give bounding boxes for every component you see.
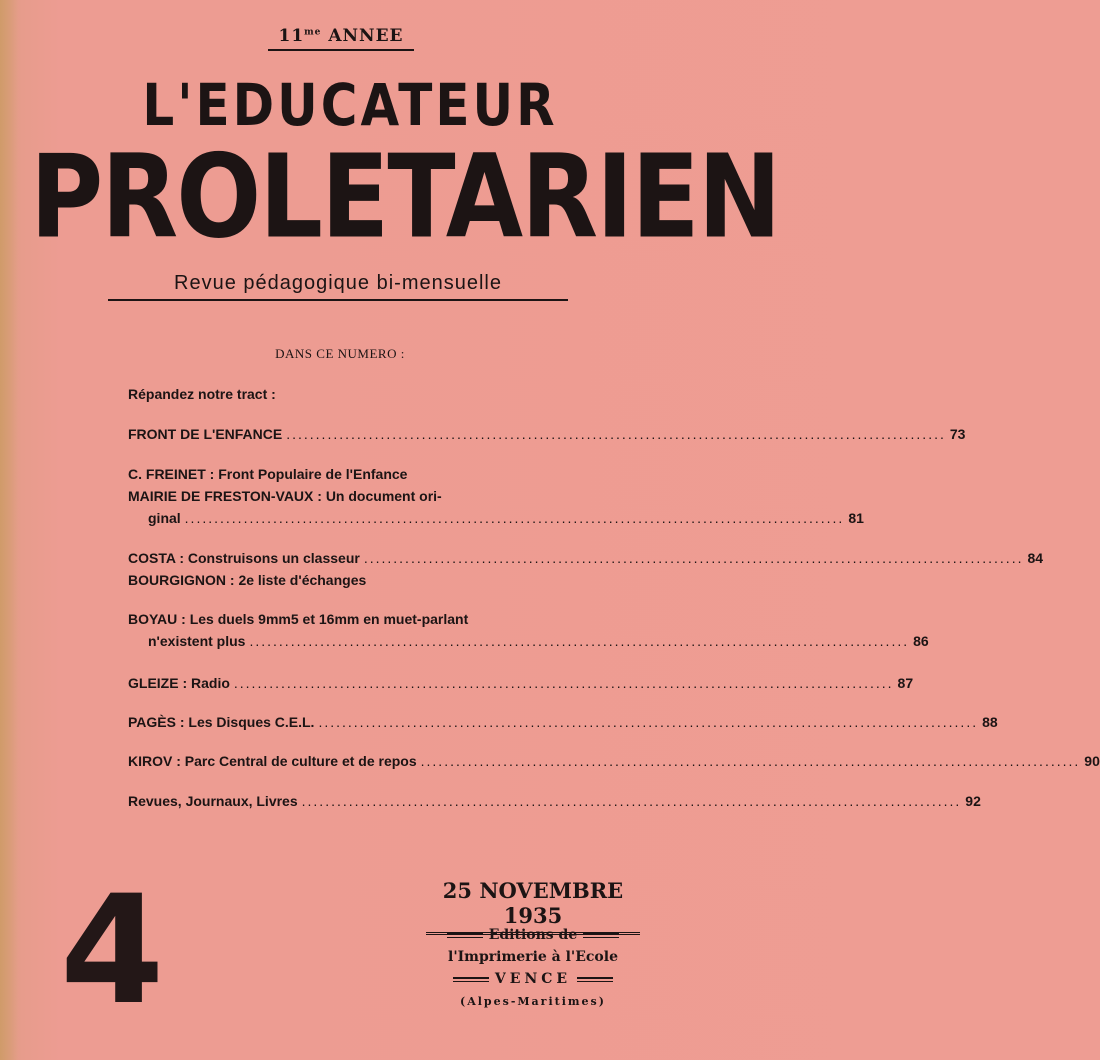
toc-entry-text: Revues, Journaux, Livres (128, 793, 298, 809)
leader-dots (364, 547, 1024, 569)
leader-dots (318, 711, 978, 733)
paper-edge (0, 0, 18, 1060)
title-line-2: PROLETARIEN (30, 129, 780, 264)
toc-page: 81 (848, 510, 864, 526)
toc-page: 87 (897, 675, 914, 691)
toc-entry (128, 672, 914, 694)
subtitle: Revue pédagogique bi-mensuelle (108, 272, 568, 301)
title-line-1: L'EDUCATEUR (142, 72, 558, 139)
rule-left (447, 933, 483, 938)
toc-entry-text: ginal (148, 510, 181, 526)
toc-entry-text: n'existent plus (148, 633, 246, 649)
leader-dots (234, 672, 894, 694)
toc-entry (128, 790, 981, 812)
toc-entry-text: MAIRIE DE FRESTON-VAUX : Un document ori- (128, 488, 442, 504)
toc-entry-text: FRONT DE L'ENFANCE (128, 426, 283, 442)
issue-number: 4 (60, 864, 165, 1038)
publisher-block (426, 924, 640, 1013)
leader-dots (249, 630, 909, 652)
contents-heading: DANS CE NUMERO : (275, 346, 405, 361)
toc-entry (128, 711, 998, 733)
publisher-line: Editions de (488, 927, 578, 943)
publisher-line: l'Imprimerie à l'Ecole (448, 949, 618, 965)
leader-dots (421, 750, 1081, 772)
toc-intro (128, 383, 548, 405)
year-number: 11 (278, 26, 305, 46)
toc-entry-text: BOYAU : Les duels 9mm5 et 16mm en muet-parlant (128, 611, 469, 627)
toc-page: 86 (913, 633, 929, 649)
toc-entry-text: PAGÈS : Les Disques C.E.L. (128, 714, 315, 730)
toc-entry-text: KIROV : Parc Central de culture et de repos (128, 753, 417, 769)
toc-page: 92 (965, 793, 981, 809)
toc-entry (128, 547, 1044, 591)
leader-dots (185, 507, 845, 529)
leader-dots (302, 790, 962, 812)
rule-right (577, 977, 613, 982)
toc-entry (128, 608, 929, 652)
year-label: ANNEE (328, 26, 404, 46)
toc-page: 73 (949, 426, 966, 442)
publisher-city: VENCE (494, 971, 572, 987)
toc-page: 90 (1084, 753, 1100, 769)
toc-page: 88 (982, 714, 998, 730)
toc-entry (128, 423, 966, 445)
leader-dots (286, 423, 946, 445)
toc-intro-text: Répandez notre tract : (128, 386, 276, 402)
rule-right (583, 933, 619, 938)
toc-entry (128, 463, 864, 529)
toc-entry (128, 750, 1100, 772)
volume-year (268, 26, 414, 51)
issue-date: 25 NOVEMBRE 1935 (426, 878, 640, 935)
toc-page: 84 (1027, 550, 1044, 566)
rule-left (453, 977, 489, 982)
toc-entry-text: GLEIZE : Radio (128, 675, 230, 691)
toc-entry-text: BOURGIGNON : 2e liste d'échanges (128, 572, 367, 588)
toc-entry-text: C. FREINET : Front Populaire de l'Enfance (128, 466, 408, 482)
toc-entry-text: COSTA : Construisons un classeur (128, 550, 360, 566)
year-superscript: me (304, 27, 322, 38)
publisher-region: (Alpes-Maritimes) (460, 995, 606, 1008)
